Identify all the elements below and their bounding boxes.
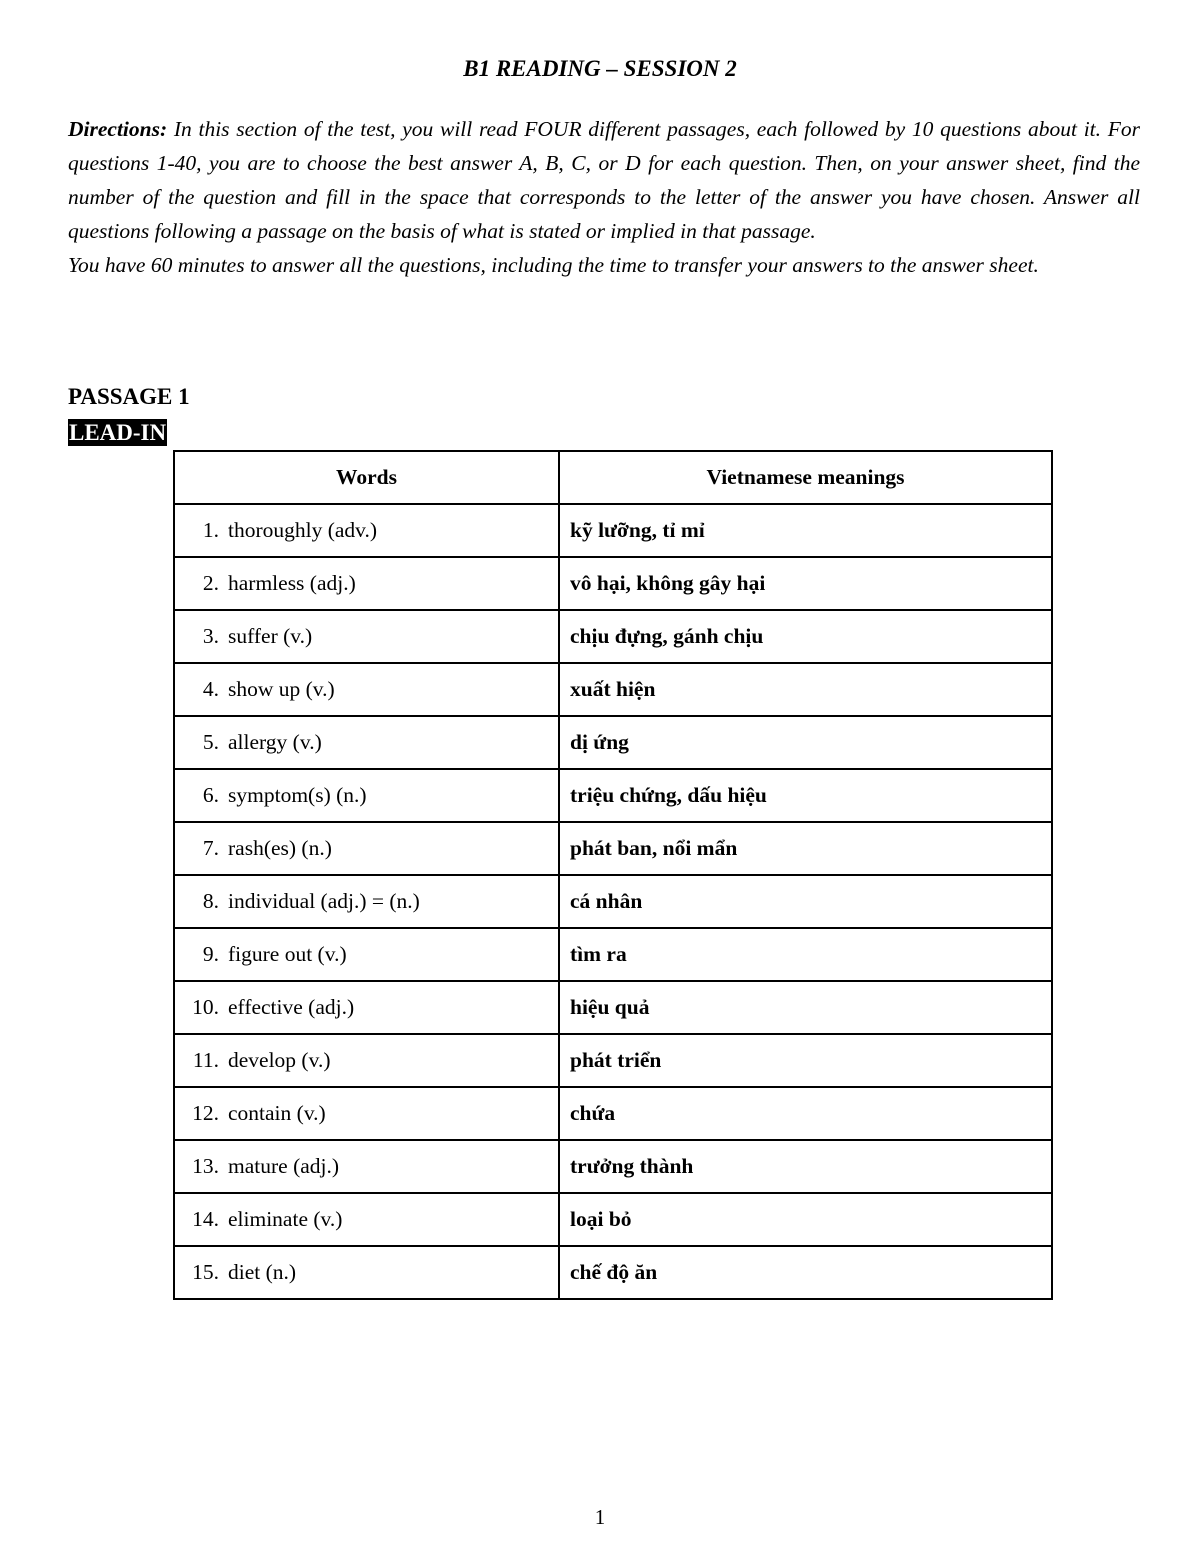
meaning-cell: chế độ ăn xyxy=(559,1246,1052,1299)
table-row xyxy=(174,1034,1052,1087)
word-text: mature (adj.) xyxy=(228,1154,340,1178)
table-row xyxy=(174,1087,1052,1140)
word-cell xyxy=(174,504,559,557)
word-cell xyxy=(174,875,559,928)
page-number: 1 xyxy=(594,1505,606,1529)
item-number: 1. xyxy=(202,518,219,542)
item-number: 14. xyxy=(192,1207,219,1231)
directions-label: Directions: xyxy=(68,117,168,141)
item-number: 13. xyxy=(192,1154,219,1178)
item-number: 10. xyxy=(192,995,219,1019)
word-text: diet (n.) xyxy=(228,1260,297,1284)
vocabulary-table xyxy=(173,450,1053,1300)
item-number: 4. xyxy=(202,677,219,701)
meaning-cell: tìm ra xyxy=(559,928,1052,981)
meaning-cell: phát ban, nổi mẩn xyxy=(559,822,1052,875)
word-cell xyxy=(174,928,559,981)
table-row xyxy=(174,716,1052,769)
item-number: 9. xyxy=(202,942,219,966)
table-row xyxy=(174,1246,1052,1299)
table-header-row xyxy=(174,451,1052,504)
word-text: thoroughly (adv.) xyxy=(228,518,378,542)
item-number: 15. xyxy=(192,1260,219,1284)
meaning-cell: xuất hiện xyxy=(559,663,1052,716)
item-number: 6. xyxy=(202,783,219,807)
word-cell xyxy=(174,663,559,716)
word-cell xyxy=(174,1087,559,1140)
word-text: effective (adj.) xyxy=(228,995,355,1019)
item-number: 12. xyxy=(192,1101,219,1125)
directions-text: In this section of the test, you will read FOUR different passages, each followed by 10 questions about it. For questions 1-40, you are to choose the best answer A, B, C, or D for each question. Then, on your answer sheet, find the number of the question and fill in the space that corresponds to the letter of the answer you have chosen. Answer all questions following a passage on the basis of what is stated or implied in that passage. xyxy=(68,117,1140,243)
word-text: suffer (v.) xyxy=(228,624,313,648)
table-row xyxy=(174,981,1052,1034)
table-row xyxy=(174,1193,1052,1246)
header-meanings: Vietnamese meanings xyxy=(559,451,1052,504)
table-row xyxy=(174,504,1052,557)
table-row xyxy=(174,610,1052,663)
header-words: Words xyxy=(174,451,559,504)
word-cell xyxy=(174,610,559,663)
word-text: allergy (v.) xyxy=(228,730,322,754)
meaning-cell: cá nhân xyxy=(559,875,1052,928)
meaning-cell: phát triển xyxy=(559,1034,1052,1087)
meaning-cell: hiệu quả xyxy=(559,981,1052,1034)
time-note: You have 60 minutes to answer all the questions, including the time to transfer your answers to the answer sheet. xyxy=(68,253,1039,277)
table-row xyxy=(174,557,1052,610)
word-text: rash(es) (n.) xyxy=(228,836,332,860)
item-number: 8. xyxy=(202,889,219,913)
word-cell xyxy=(174,1034,559,1087)
word-cell xyxy=(174,1140,559,1193)
passage-heading: PASSAGE 1 xyxy=(68,384,190,409)
item-number: 7. xyxy=(202,836,219,860)
word-cell xyxy=(174,1246,559,1299)
word-cell xyxy=(174,769,559,822)
table-row xyxy=(174,769,1052,822)
table-row xyxy=(174,875,1052,928)
word-cell xyxy=(174,981,559,1034)
table-row xyxy=(174,663,1052,716)
word-text: develop (v.) xyxy=(228,1048,331,1072)
table-row xyxy=(174,822,1052,875)
word-cell xyxy=(174,557,559,610)
word-text: symptom(s) (n.) xyxy=(228,783,367,807)
meaning-cell: loại bỏ xyxy=(559,1193,1052,1246)
meaning-cell: vô hại, không gây hại xyxy=(559,557,1052,610)
item-number: 2. xyxy=(202,571,219,595)
item-number: 3. xyxy=(202,624,219,648)
word-cell xyxy=(174,1193,559,1246)
word-text: harmless (adj.) xyxy=(228,571,356,595)
meaning-cell: chứa xyxy=(559,1087,1052,1140)
directions-paragraph xyxy=(68,112,1140,248)
meaning-cell: triệu chứng, dấu hiệu xyxy=(559,769,1052,822)
meaning-cell: trưởng thành xyxy=(559,1140,1052,1193)
meaning-cell: dị ứng xyxy=(559,716,1052,769)
table-row xyxy=(174,928,1052,981)
word-text: individual (adj.) = (n.) xyxy=(228,889,420,913)
meaning-cell: kỹ lưỡng, tỉ mỉ xyxy=(559,504,1052,557)
word-cell xyxy=(174,822,559,875)
table-row xyxy=(174,1140,1052,1193)
word-text: show up (v.) xyxy=(228,677,335,701)
word-text: eliminate (v.) xyxy=(228,1207,343,1231)
word-text: contain (v.) xyxy=(228,1101,326,1125)
word-cell xyxy=(174,716,559,769)
meaning-cell: chịu đựng, gánh chịu xyxy=(559,610,1052,663)
item-number: 11. xyxy=(192,1048,219,1072)
document-title: B1 READING – SESSION 2 xyxy=(463,56,737,81)
vocabulary-table-body xyxy=(174,504,1052,1299)
item-number: 5. xyxy=(202,730,219,754)
directions-block xyxy=(68,112,1140,282)
lead-in-label: LEAD-IN xyxy=(69,420,167,445)
word-text: figure out (v.) xyxy=(228,942,347,966)
